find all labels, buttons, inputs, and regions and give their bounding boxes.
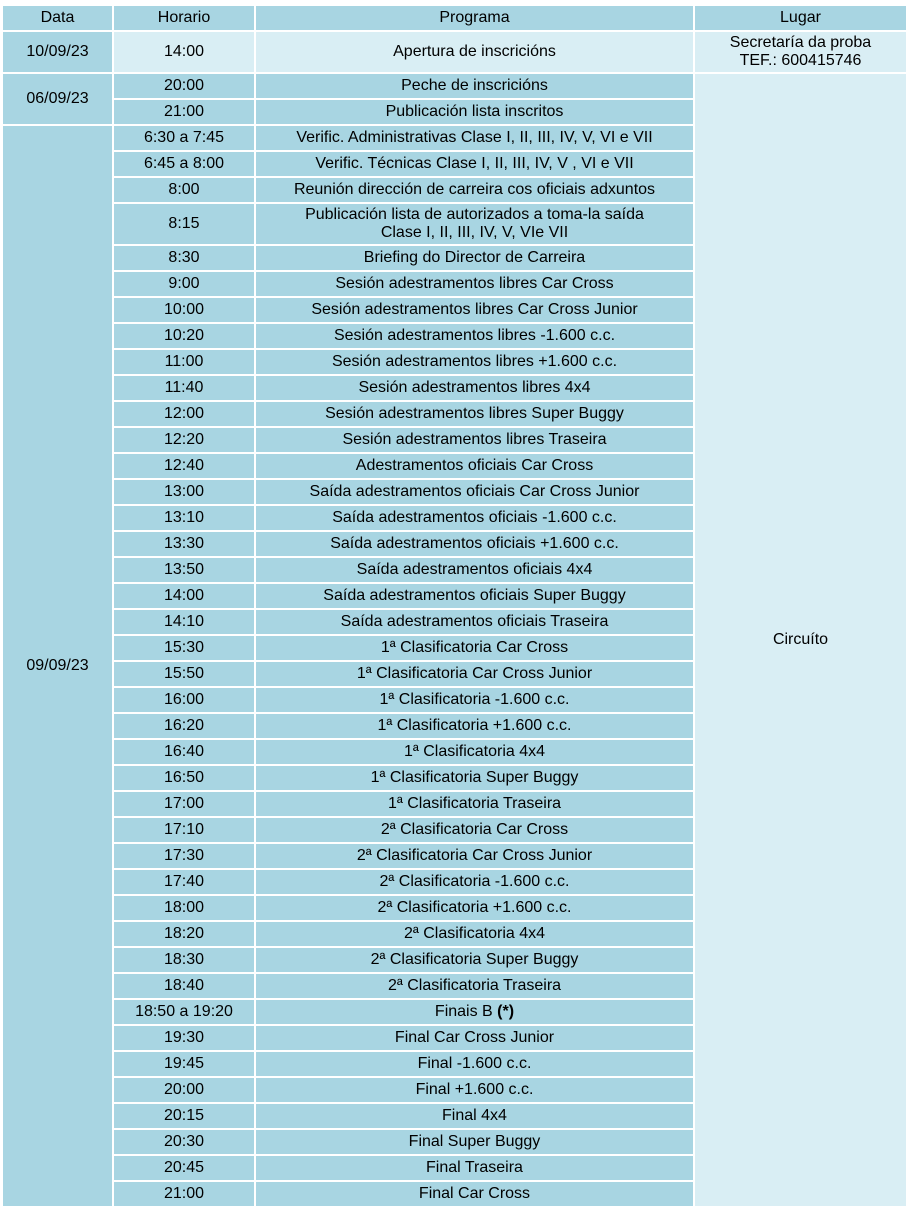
program-text: 2ª Clasificatoria 4x4: [403, 925, 546, 942]
time-cell: 17:10: [114, 818, 256, 844]
program-text: Saída adestramentos oficiais 4x4: [356, 561, 593, 578]
program-cell: [256, 688, 695, 714]
program-cell: [256, 948, 695, 974]
program-cell: [256, 246, 695, 272]
program-text: 1ª Clasificatoria Car Cross: [380, 639, 569, 656]
program-text: Verific. Administrativas Clase I, II, III, IV, V, VI e VII: [296, 129, 653, 146]
program-text: Saída adestramentos oficiais Traseira: [340, 613, 609, 630]
program-text: 2ª Clasificatoria -1.600 c.c.: [379, 873, 570, 890]
schedule-table: [3, 6, 908, 1208]
time-cell: 18:20: [114, 922, 256, 948]
program-cell: [256, 74, 695, 100]
program-cell: [256, 870, 695, 896]
program-cell: [256, 558, 695, 584]
time-cell: 20:00: [114, 74, 256, 100]
date-cell: 06/09/23: [3, 74, 114, 126]
program-cell: [256, 896, 695, 922]
time-cell: 21:00: [114, 1182, 256, 1208]
time-cell: 16:20: [114, 714, 256, 740]
time-cell: 20:15: [114, 1104, 256, 1130]
program-cell: [256, 792, 695, 818]
schedule-body: [3, 32, 908, 1208]
table-row: [3, 74, 908, 100]
program-text: 2ª Clasificatoria Traseira: [387, 977, 562, 994]
program-text: 1ª Clasificatoria -1.600 c.c.: [379, 691, 570, 708]
program-cell: [256, 714, 695, 740]
table-row: [3, 32, 908, 74]
program-cell: [256, 636, 695, 662]
time-cell: 17:40: [114, 870, 256, 896]
program-cell: [256, 376, 695, 402]
time-cell: 16:40: [114, 740, 256, 766]
program-cell: [256, 1026, 695, 1052]
time-cell: 8:00: [114, 178, 256, 204]
program-text: Sesión adestramentos libres Traseira: [342, 431, 607, 448]
time-cell: 20:00: [114, 1078, 256, 1104]
program-text: Sesión adestramentos libres Super Buggy: [325, 405, 624, 422]
program-cell: [256, 480, 695, 506]
program-text: Sesión adestramentos libres +1.600 c.c.: [331, 353, 618, 370]
time-cell: 19:45: [114, 1052, 256, 1078]
time-cell: 20:45: [114, 1156, 256, 1182]
program-cell: [256, 428, 695, 454]
time-cell: 6:45 a 8:00: [114, 152, 256, 178]
time-cell: 18:40: [114, 974, 256, 1000]
program-text: Saída adestramentos oficiais -1.600 c.c.: [332, 509, 617, 526]
time-cell: 16:00: [114, 688, 256, 714]
time-cell: 12:40: [114, 454, 256, 480]
program-text: Sesión adestramentos libres Car Cross Junior: [311, 301, 638, 318]
time-cell: 6:30 a 7:45: [114, 126, 256, 152]
time-cell: 17:30: [114, 844, 256, 870]
header-programa: Programa: [256, 6, 695, 32]
program-text: Sesión adestramentos libres 4x4: [358, 379, 591, 396]
program-cell: [256, 844, 695, 870]
header-lugar: Lugar: [695, 6, 908, 32]
time-cell: 8:30: [114, 246, 256, 272]
time-cell: 14:10: [114, 610, 256, 636]
time-cell: 13:30: [114, 532, 256, 558]
time-cell: 10:00: [114, 298, 256, 324]
program-text: 2ª Clasificatoria Car Cross: [380, 821, 569, 838]
program-text: Finais B: [434, 1003, 498, 1020]
program-cell: [256, 1182, 695, 1208]
lugar-telefono: TEF.: 600415746: [739, 52, 862, 69]
program-text: Briefing do Director de Carreira: [363, 249, 586, 266]
program-cell: [256, 1156, 695, 1182]
program-cell: [256, 1078, 695, 1104]
lugar-circuito-cell: Circuíto: [695, 74, 908, 1208]
program-text: 2ª Clasificatoria Car Cross Junior: [356, 847, 593, 864]
program-text: Final Car Cross: [418, 1185, 531, 1202]
program-text: 2ª Clasificatoria +1.600 c.c.: [377, 899, 572, 916]
program-text-line2: Clase I, II, III, IV, V, VIe VII: [380, 224, 569, 241]
program-cell: [256, 610, 695, 636]
time-cell: 12:20: [114, 428, 256, 454]
program-cell: [256, 204, 695, 246]
program-cell: [256, 402, 695, 428]
program-cell: [256, 662, 695, 688]
program-cell: [256, 350, 695, 376]
time-cell: 20:30: [114, 1130, 256, 1156]
program-text: 1ª Clasificatoria +1.600 c.c.: [377, 717, 572, 734]
date-cell: 10/09/23: [3, 32, 114, 74]
program-text: Final Super Buggy: [408, 1133, 541, 1150]
program-cell: [256, 100, 695, 126]
program-cell: [256, 272, 695, 298]
program-text: 1ª Clasificatoria Traseira: [387, 795, 562, 812]
time-cell: 14:00: [114, 32, 256, 74]
lugar-secretaria: Secretaría da proba: [729, 34, 872, 51]
time-cell: 12:00: [114, 402, 256, 428]
program-text: 1ª Clasificatoria Car Cross Junior: [356, 665, 593, 682]
program-cell: [256, 1000, 695, 1026]
time-cell: 18:00: [114, 896, 256, 922]
program-cell: [256, 766, 695, 792]
header-row: [3, 6, 908, 32]
time-cell: 9:00: [114, 272, 256, 298]
program-cell: [256, 1130, 695, 1156]
header-data: Data: [3, 6, 114, 32]
program-text: Saída adestramentos oficiais +1.600 c.c.: [330, 535, 619, 552]
header-horario: Horario: [114, 6, 256, 32]
program-cell: [256, 32, 695, 74]
program-cell: [256, 506, 695, 532]
program-cell: [256, 324, 695, 350]
program-cell: [256, 922, 695, 948]
time-cell: 10:20: [114, 324, 256, 350]
time-cell: 11:00: [114, 350, 256, 376]
finais-b-marker: (*): [497, 1003, 515, 1020]
program-text: Final -1.600 c.c.: [417, 1055, 532, 1072]
program-text: Final Traseira: [426, 1159, 523, 1176]
time-cell: 11:40: [114, 376, 256, 402]
lugar-secretaria-cell: [695, 32, 908, 74]
time-cell: 18:50 a 19:20: [114, 1000, 256, 1026]
time-cell: 17:00: [114, 792, 256, 818]
time-cell: 15:30: [114, 636, 256, 662]
time-cell: 16:50: [114, 766, 256, 792]
program-cell: [256, 818, 695, 844]
program-text: Reunión dirección de carreira cos oficiais adxuntos: [293, 181, 656, 198]
program-text: Sesión adestramentos libres -1.600 c.c.: [333, 327, 616, 344]
program-text: Peche de inscricións: [401, 77, 548, 94]
time-cell: 18:30: [114, 948, 256, 974]
program-cell: [256, 152, 695, 178]
program-text: Final +1.600 c.c.: [415, 1081, 534, 1098]
program-cell: [256, 178, 695, 204]
program-cell: [256, 584, 695, 610]
program-cell: [256, 298, 695, 324]
time-cell: 15:50: [114, 662, 256, 688]
program-text: Saída adestramentos oficiais Super Buggy: [323, 587, 626, 604]
program-text: Final 4x4: [442, 1107, 507, 1124]
date-cell: 09/09/23: [3, 126, 114, 1208]
program-cell: [256, 1104, 695, 1130]
time-cell: 13:10: [114, 506, 256, 532]
program-text: 2ª Clasificatoria Super Buggy: [370, 951, 579, 968]
time-cell: 13:00: [114, 480, 256, 506]
program-cell: [256, 532, 695, 558]
time-cell: 14:00: [114, 584, 256, 610]
program-text: 1ª Clasificatoria 4x4: [403, 743, 546, 760]
program-text: Publicación lista inscritos: [385, 103, 564, 120]
time-cell: 8:15: [114, 204, 256, 246]
program-cell: [256, 974, 695, 1000]
program-text: Verific. Técnicas Clase I, II, III, IV, V , VI e VII: [315, 155, 634, 172]
program-text: Publicación lista de autorizados a toma-la saída: [305, 206, 644, 223]
program-text: Sesión adestramentos libres Car Cross: [335, 275, 614, 292]
program-text: Apertura de inscricións: [393, 43, 556, 60]
time-cell: 19:30: [114, 1026, 256, 1052]
program-cell: [256, 454, 695, 480]
time-cell: 13:50: [114, 558, 256, 584]
time-cell: 21:00: [114, 100, 256, 126]
program-text: Saída adestramentos oficiais Car Cross Junior: [309, 483, 640, 500]
program-cell: [256, 1052, 695, 1078]
program-cell: [256, 740, 695, 766]
program-text: Adestramentos oficiais Car Cross: [355, 457, 594, 474]
program-cell: [256, 126, 695, 152]
program-text: Final Car Cross Junior: [394, 1029, 555, 1046]
program-text: 1ª Clasificatoria Super Buggy: [370, 769, 579, 786]
